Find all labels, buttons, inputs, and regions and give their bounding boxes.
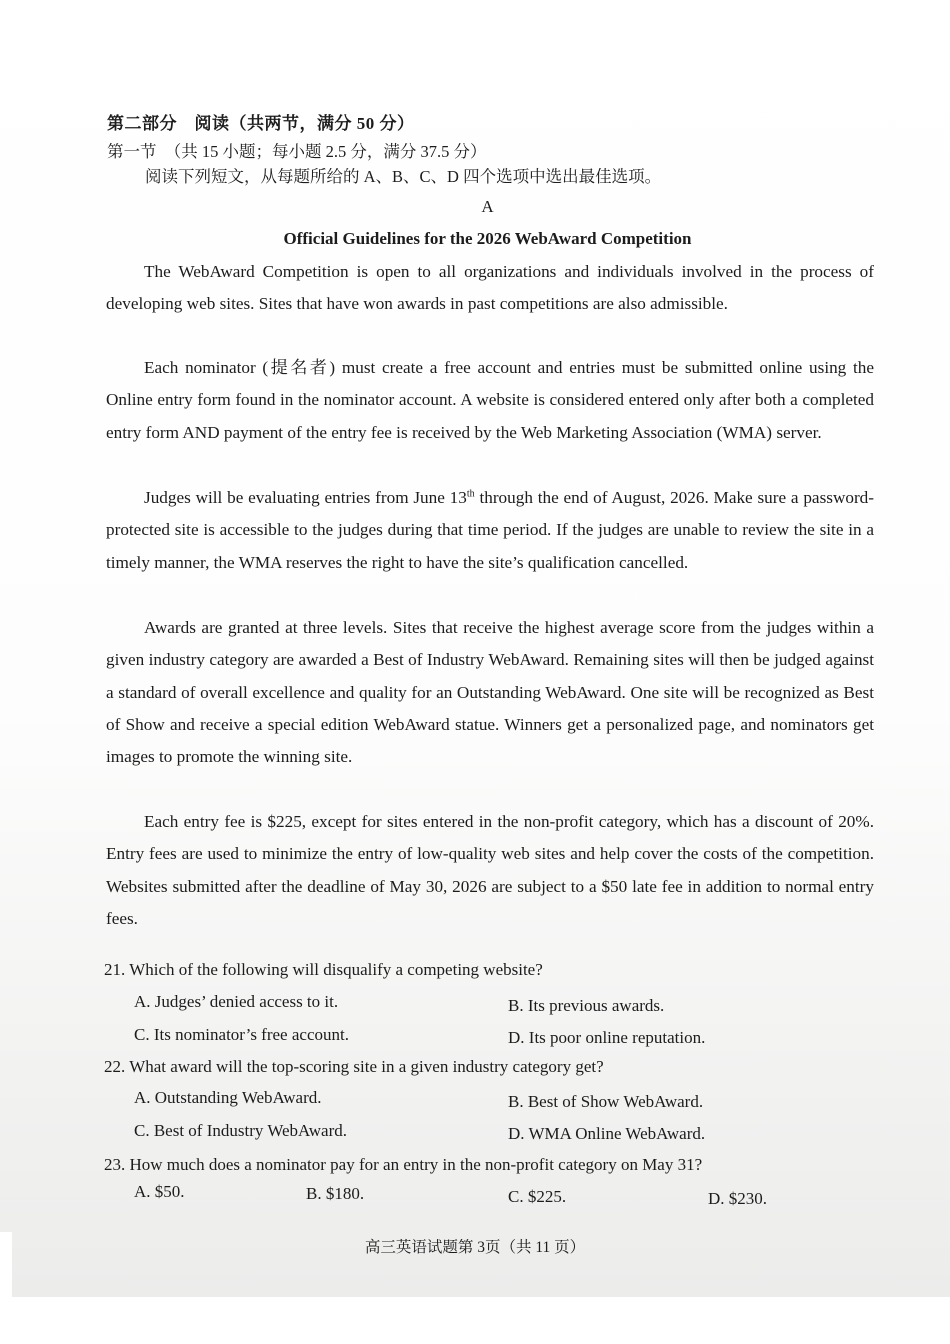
ordinal-suffix: th xyxy=(466,488,475,500)
question-22-option-c[interactable]: C. Best of Industry WebAward. xyxy=(134,1121,348,1140)
part-heading: 第二部分 阅读（共两节，满分 50 分） xyxy=(107,114,415,133)
page-footer: 高三英语试题第 3页（共 11 页） xyxy=(364,1239,586,1256)
paragraph-text: Judges will be evaluating entries from June 13 xyxy=(144,488,467,507)
question-23-option-c[interactable]: C. $225. xyxy=(508,1187,567,1206)
question-22-stem: 22. What award will the top-scoring site in a given industry category get? xyxy=(104,1057,604,1076)
question-21-stem: 21. Which of the following will disqualify a competing website? xyxy=(104,960,543,979)
question-21-option-c[interactable]: C. Its nominator’s free account. xyxy=(134,1025,349,1044)
instruction-text: 阅读下列短文，从每题所给的 A、B、C、D 四个选项中选出最佳选项。 xyxy=(145,167,662,186)
question-23-option-b[interactable]: B. $180. xyxy=(306,1184,365,1203)
passage-letter: A xyxy=(481,197,494,216)
passage-paragraph-1: The WebAward Competition is open to all organizations and individuals involved in the process of developing web sites. Sites that have won awards in past competitions are also admissible. xyxy=(106,262,874,314)
question-21-option-d[interactable]: D. Its poor online reputation. xyxy=(508,1028,706,1047)
question-22-option-a[interactable]: A. Outstanding WebAward. xyxy=(134,1088,322,1107)
question-22-option-b[interactable]: B. Best of Show WebAward. xyxy=(508,1092,704,1111)
passage-paragraph-4: Awards are granted at three levels. Sites that receive the highest average score from the judges within a given industry category are awarded a Best of Industry WebAward. Remaining sites will then be judged against a standard of overall excellence and quality for an Outstanding WebAward. One site will be recognized as Best of Show and receive a special edition WebAward statue. Winners get a personalized page, and nominators get images to promote the winning site. xyxy=(106,618,874,767)
question-22-option-d[interactable]: D. WMA Online WebAward. xyxy=(508,1124,706,1143)
question-23-option-a[interactable]: A. $50. xyxy=(134,1182,185,1201)
passage-paragraph-5: Each entry fee is $225, except for sites entered in the non-profit category, which has a discount of 20%. Entry fees are used to minimize the entry of low-quality web sites and help cover the costs of the competition. Websites submitted after the deadline of May 30, 2026 are subject to a $50 late fee in addition to normal entry fees. xyxy=(106,812,874,928)
question-23-option-d[interactable]: D. $230. xyxy=(708,1189,768,1208)
question-21-option-a[interactable]: A. Judges’ denied access to it. xyxy=(134,992,339,1011)
passage-title: Official Guidelines for the 2026 WebAward Competition xyxy=(283,229,692,248)
question-23-stem: 23. How much does a nominator pay for an entry in the non-profit category on May 31? xyxy=(104,1155,703,1174)
paragraph-text: through the end of August, 2026. Make sure a password-protected site is accessible to the judges during that time period. If the judges are unable to review the site in a timely manner, the WMA reserves the right to have the site’s qualification cancelled. xyxy=(106,488,874,572)
passage-paragraph-3 xyxy=(106,482,874,579)
question-21-option-b[interactable]: B. Its previous awards. xyxy=(508,996,665,1015)
section-heading: 第一节 （共 15 小题；每小题 2.5 分，满分 37.5 分） xyxy=(107,142,487,161)
passage-paragraph-2: Each nominator (提名者) must create a free account and entries must be submitted online using the Online entry form found in the nominator account. A website is considered entered only after both a completed entry form AND payment of the entry fee is received by the Web Marketing Association (WMA) server. xyxy=(106,358,874,442)
